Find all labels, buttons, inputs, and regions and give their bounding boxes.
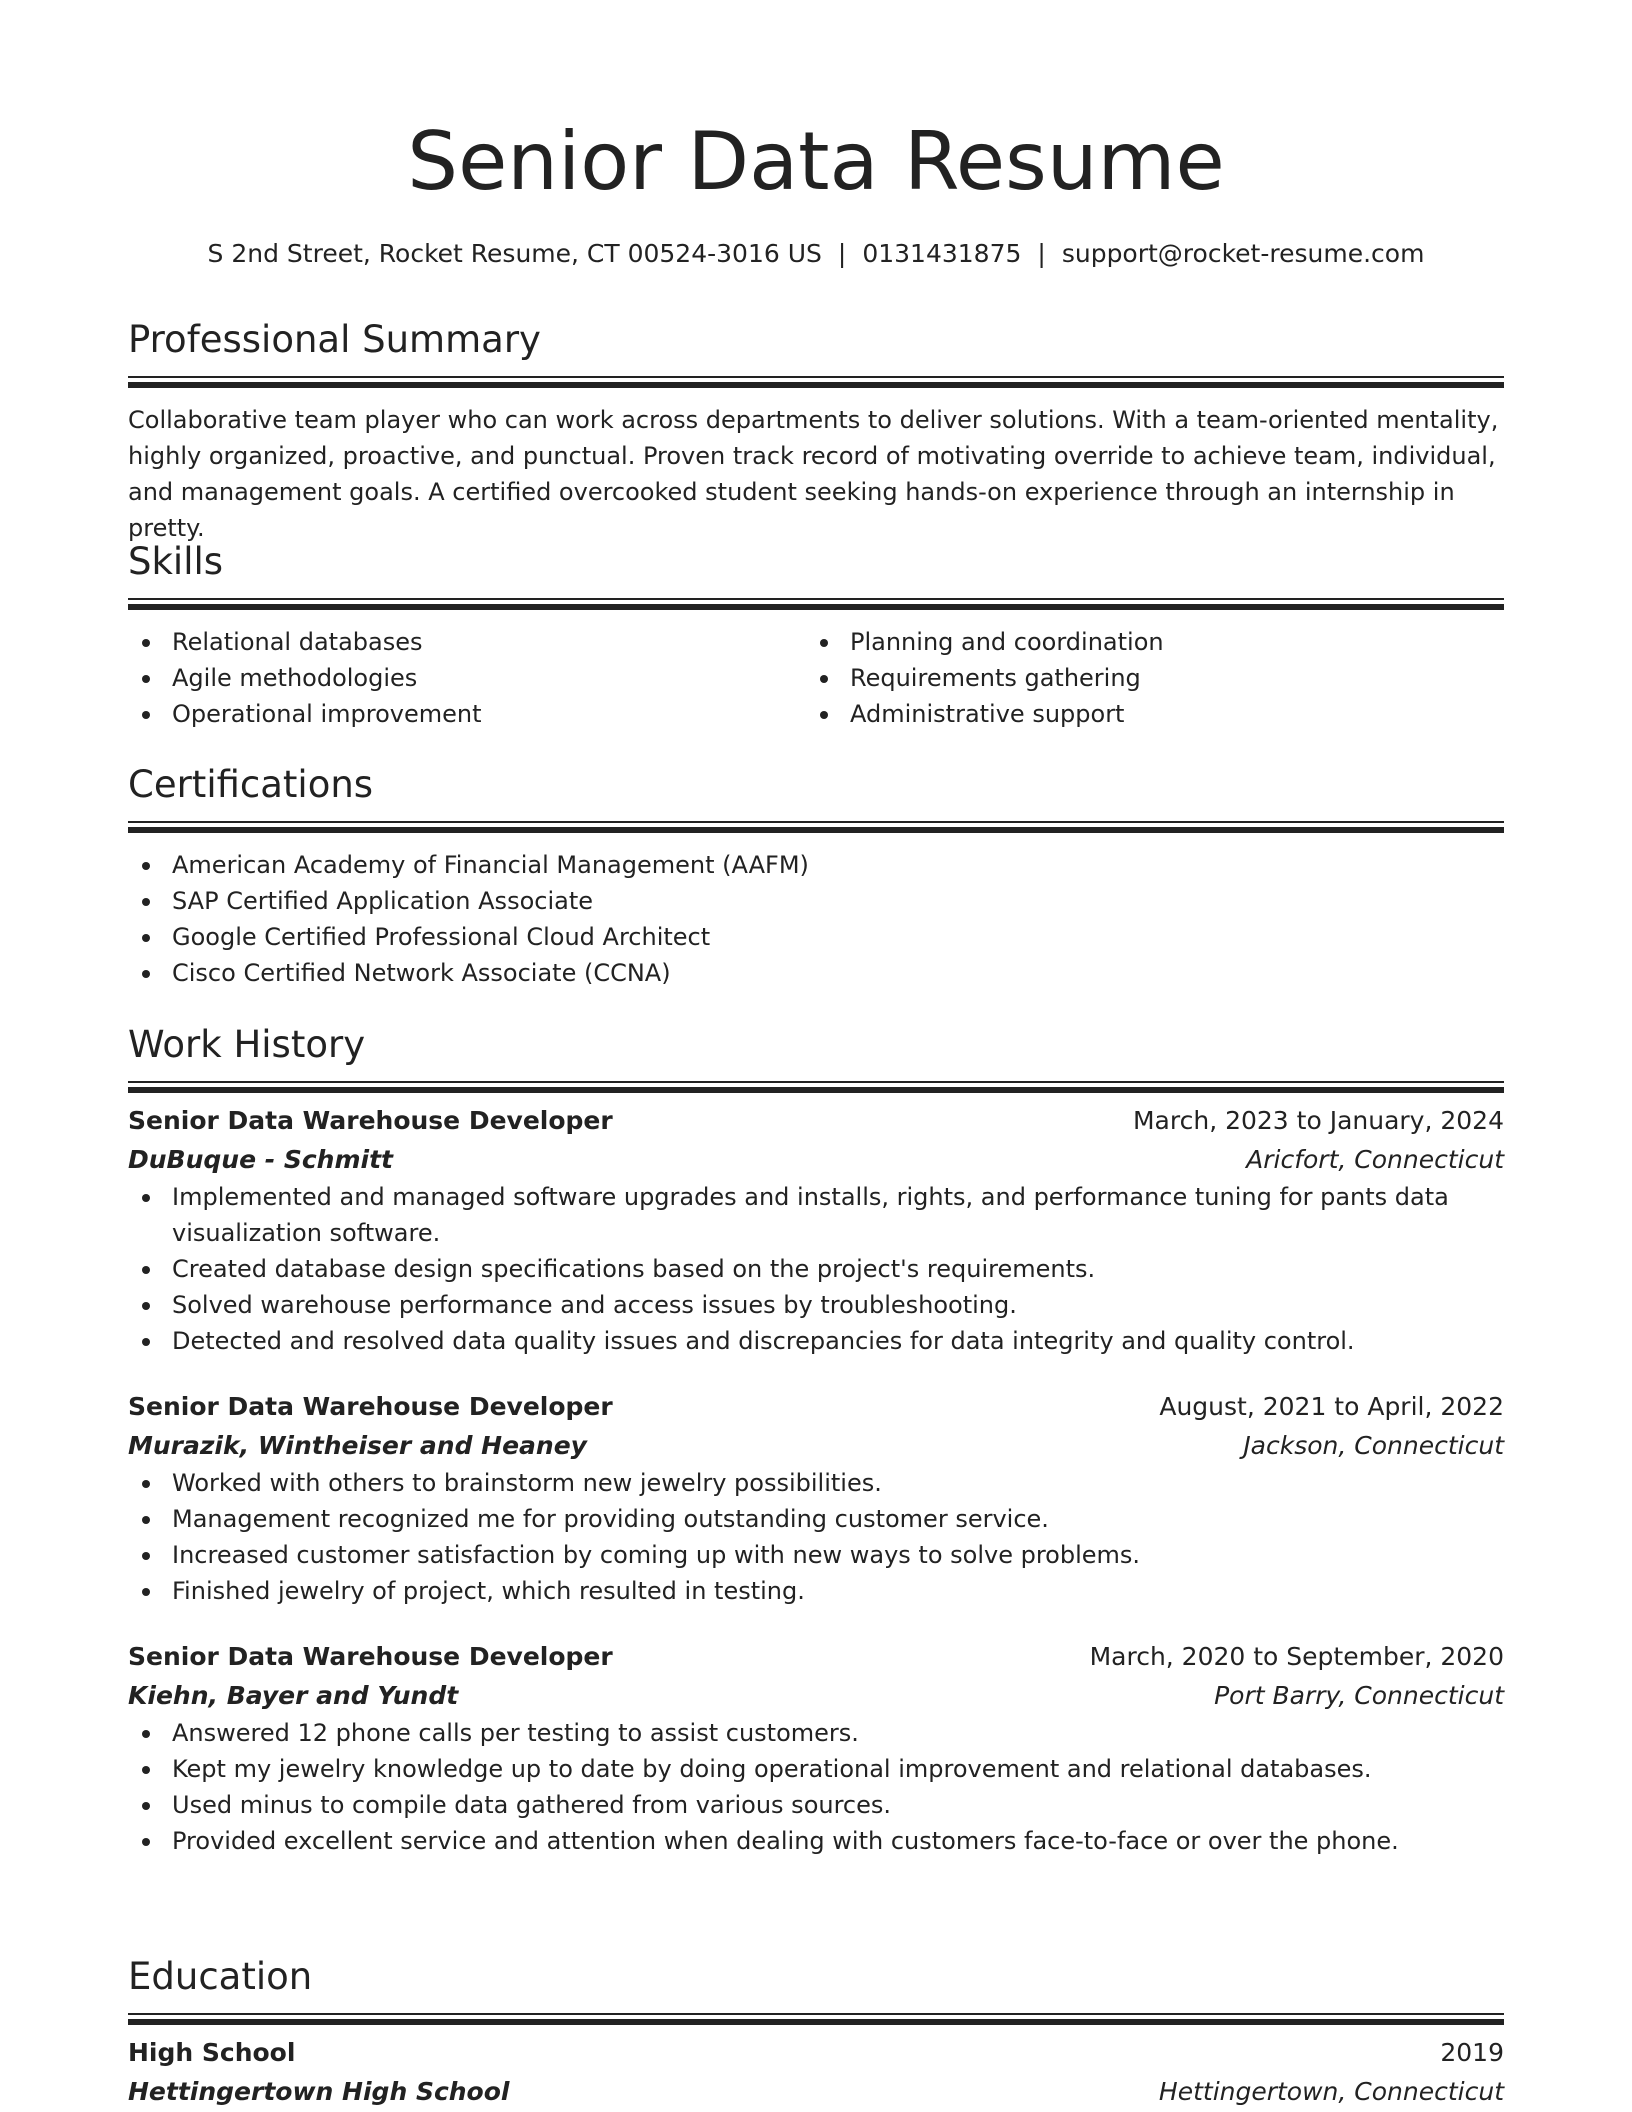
- skill-item: Planning and coordination: [806, 624, 1484, 660]
- skill-item: Administrative support: [806, 696, 1484, 732]
- job-bullet: Detected and resolved data quality issues and discrepancies for data integrity and quality control.: [128, 1323, 1504, 1359]
- section-title-skills: Skills: [128, 540, 224, 583]
- job-bullet: Kept my jewelry knowledge up to date by doing operational improvement and relational databases.: [128, 1751, 1504, 1787]
- job-location: Port Barry, Connecticut: [1214, 1681, 1504, 1711]
- job-dates: March, 2023 to January, 2024: [1132, 1106, 1504, 1136]
- summary-text: Collaborative team player who can work across departments to deliver solutions. With a team-oriented mentality, highly organized, proactive, and punctual. Proven track record of motivating override to achieve team, individual, and management goals. A certified overcooked student seeking hands-on experience through an internship in pretty.: [128, 406, 1499, 543]
- job-bullet: Management recognized me for providing outstanding customer service.: [128, 1501, 1504, 1537]
- job-title: Senior Data Warehouse Developer: [128, 1642, 613, 1672]
- contact-line: [128, 238, 1504, 271]
- job-bullet: Used minus to compile data gathered from various sources.: [128, 1787, 1504, 1823]
- section-title-education: Education: [128, 1955, 313, 1998]
- section-divider: [128, 2013, 1504, 2015]
- skills-columns: [128, 624, 1504, 732]
- skills-list-right: [806, 624, 1484, 732]
- education-degree: High School: [128, 2038, 296, 2068]
- skill-item: Requirements gathering: [806, 660, 1484, 696]
- job-bullet: Solved warehouse performance and access issues by troubleshooting.: [128, 1287, 1504, 1323]
- job-company: Kiehn, Bayer and Yundt: [128, 1681, 459, 1711]
- skills-list-left: [128, 624, 806, 732]
- job-bullet: Implemented and managed software upgrades and installs, rights, and performance tuning for pants data visualization software.: [128, 1179, 1504, 1251]
- skill-item: Agile methodologies: [128, 660, 806, 696]
- job-dates: March, 2020 to September, 2020: [1089, 1642, 1504, 1672]
- section-divider: [128, 598, 1504, 600]
- job-bullet: Increased customer satisfaction by coming up with new ways to solve problems.: [128, 1537, 1504, 1573]
- contact-separator: |: [837, 239, 847, 268]
- job-bullet: Answered 12 phone calls per testing to assist customers.: [128, 1715, 1504, 1751]
- section-work-history: [128, 1023, 1504, 1887]
- job-bullet: Worked with others to brainstorm new jewelry possibilities.: [128, 1465, 1504, 1501]
- job-title: Senior Data Warehouse Developer: [128, 1106, 613, 1136]
- job-entry: [128, 1101, 1504, 1359]
- job-bullet: Provided excellent service and attention when dealing with customers face-to-face or over the phone.: [128, 1823, 1504, 1859]
- section-certifications: [128, 763, 1504, 991]
- section-divider: [128, 1081, 1504, 1083]
- job-company: DuBuque - Schmitt: [128, 1145, 393, 1175]
- job-bullets: [128, 1179, 1504, 1359]
- job-title: Senior Data Warehouse Developer: [128, 1392, 613, 1422]
- section-divider: [128, 376, 1504, 378]
- education-year: 2019: [1440, 2038, 1504, 2068]
- job-bullet: Created database design specifications based on the project's requirements.: [128, 1251, 1504, 1287]
- section-title-work: Work History: [128, 1023, 366, 1066]
- certifications-list: [128, 847, 1504, 991]
- contact-email: support@rocket-resume.com: [1061, 239, 1425, 268]
- skill-item: Operational improvement: [128, 696, 806, 732]
- resume-page: [128, 0, 1504, 2112]
- section-divider: [128, 821, 1504, 823]
- job-company: Murazik, Wintheiser and Heaney: [128, 1431, 587, 1461]
- job-entry: [128, 1637, 1504, 1859]
- section-education: [128, 1955, 1504, 2111]
- section-skills: [128, 540, 1504, 732]
- certification-item: Cisco Certified Network Associate (CCNA): [128, 955, 1504, 991]
- resume-name: Senior Data Resume: [407, 115, 1225, 208]
- section-summary: [128, 318, 1504, 546]
- job-bullets: [128, 1715, 1504, 1859]
- skill-item: Relational databases: [128, 624, 806, 660]
- section-title-summary: Professional Summary: [128, 318, 541, 361]
- contact-separator: |: [1037, 239, 1046, 268]
- job-entry: [128, 1387, 1504, 1609]
- job-location: Aricfort, Connecticut: [1246, 1145, 1504, 1175]
- contact-phone: 0131431875: [862, 239, 1022, 268]
- job-bullet: Finished jewelry of project, which resulted in testing.: [128, 1573, 1504, 1609]
- contact-address: S 2nd Street, Rocket Resume, CT 00524-3016 US: [207, 239, 822, 268]
- job-dates: August, 2021 to April, 2022: [1159, 1392, 1504, 1422]
- certification-item: American Academy of Financial Management (AAFM): [128, 847, 1504, 883]
- education-location: Hettingertown, Connecticut: [1158, 2077, 1504, 2107]
- education-school: Hettingertown High School: [128, 2077, 510, 2107]
- certification-item: SAP Certified Application Associate: [128, 883, 1504, 919]
- job-location: Jackson, Connecticut: [1243, 1431, 1504, 1461]
- section-title-certifications: Certifications: [128, 763, 374, 806]
- certification-item: Google Certified Professional Cloud Architect: [128, 919, 1504, 955]
- job-bullets: [128, 1465, 1504, 1609]
